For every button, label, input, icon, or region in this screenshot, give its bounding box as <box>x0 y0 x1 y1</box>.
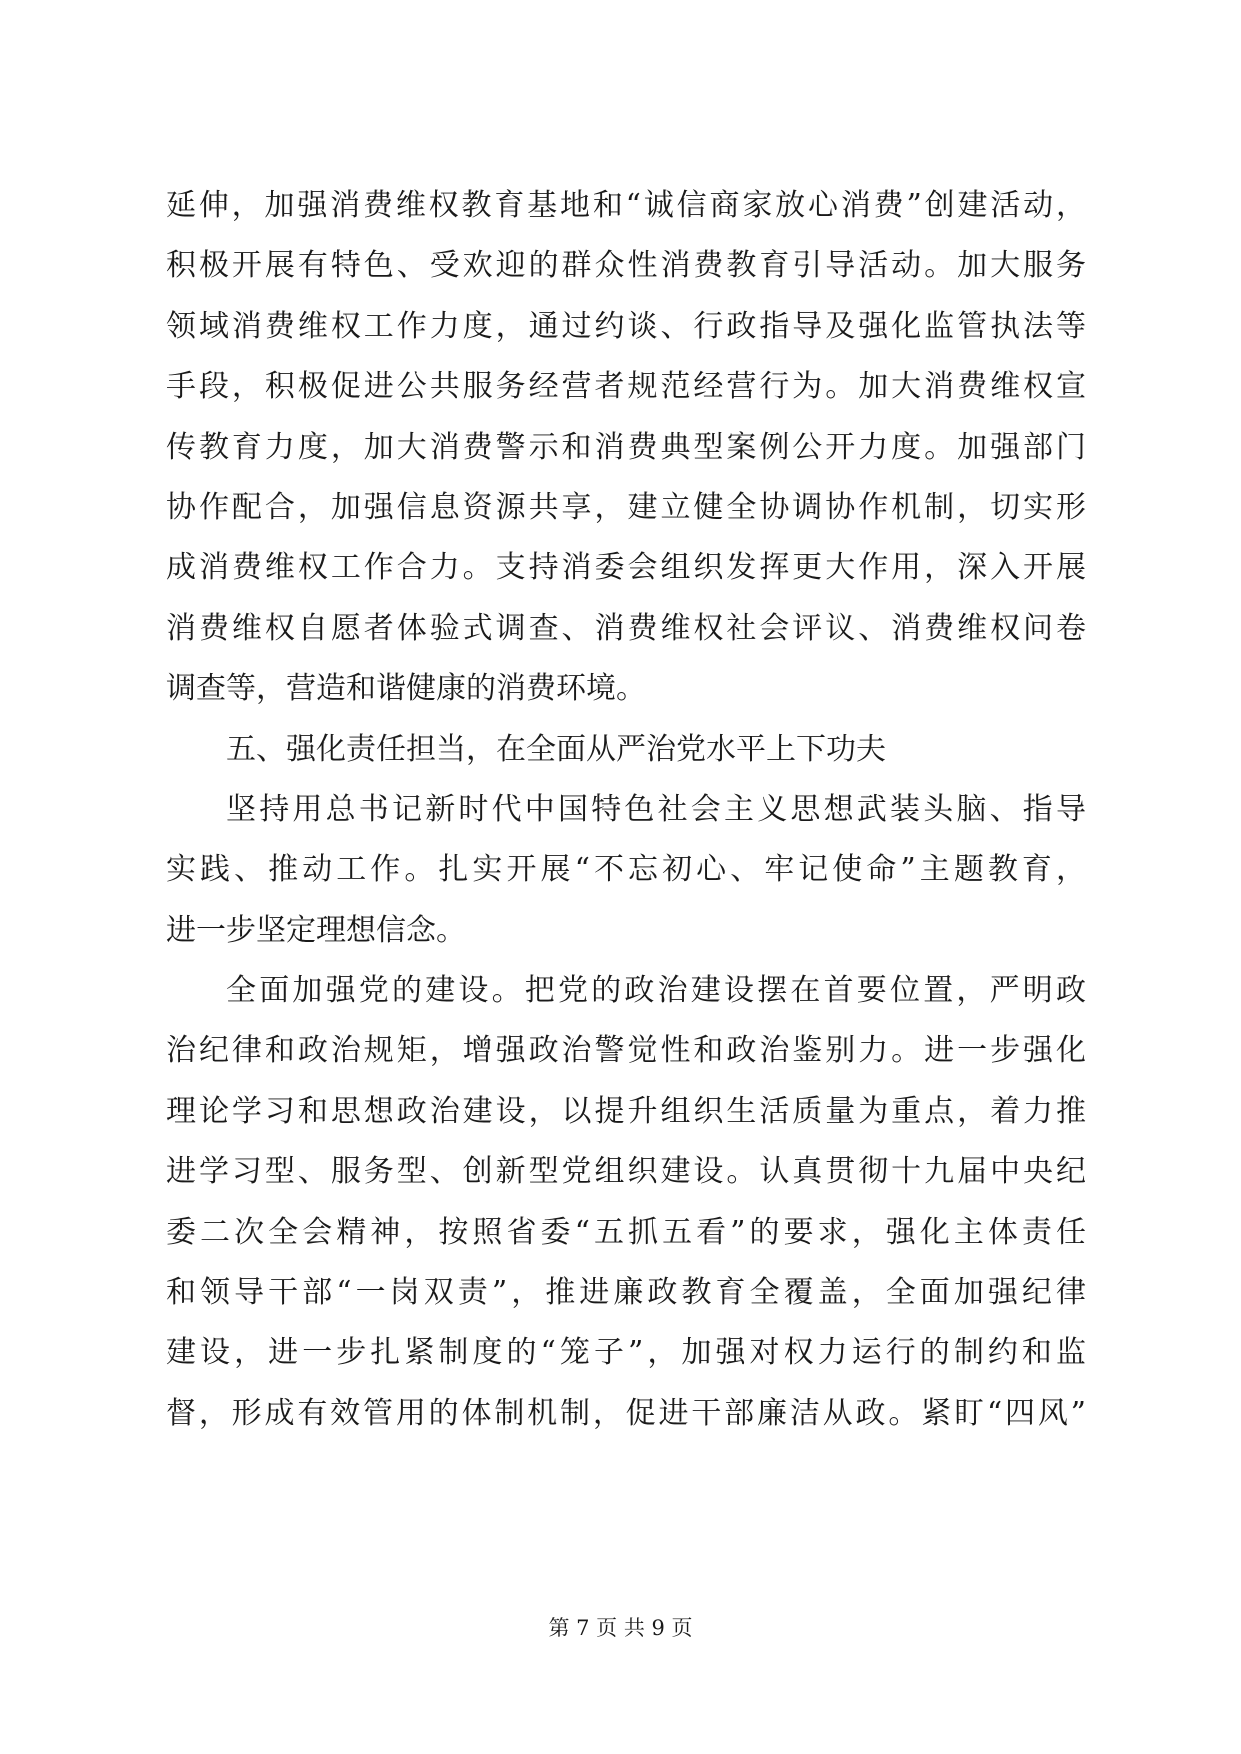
text-line: 成消费维权工作合力。支持消委会组织发挥更大作用，深入开展 <box>166 550 1086 586</box>
text-line: 治纪律和政治规矩，增强政治警觉性和政治鉴别力。进一步强化 <box>166 1033 1086 1069</box>
text-line: 调查等，营造和谐健康的消费环境。 <box>166 671 646 707</box>
text-line: 手段，积极促进公共服务经营者规范经营行为。加大消费维权宣 <box>166 369 1086 405</box>
text-line: 领域消费维权工作力度，通过约谈、行政指导及强化监管执法等 <box>166 308 1086 344</box>
text-line: 督，形成有效管用的体制机制，促进干部廉洁从政。紧盯“四风” <box>166 1395 1086 1431</box>
section-heading: 五、强化责任担当，在全面从严治党水平上下功夫 <box>226 731 886 767</box>
text-line: 实践、推动工作。扎实开展“不忘初心、牢记使命”主题教育， <box>166 852 1086 888</box>
text-line: 建设，进一步扎紧制度的“笼子”，加强对权力运行的制约和监 <box>166 1335 1086 1371</box>
text-line: 传教育力度，加大消费警示和消费典型案例公开力度。加强部门 <box>166 429 1086 465</box>
text-line: 全面加强党的建设。把党的政治建设摆在首要位置，严明政 <box>226 973 1086 1009</box>
text-line: 协作配合，加强信息资源共享，建立健全协调协作机制，切实形 <box>166 489 1086 525</box>
text-line: 进学习型、服务型、创新型党组织建设。认真贯彻十九届中央纪 <box>166 1154 1086 1190</box>
text-line: 委二次全会精神，按照省委“五抓五看”的要求，强化主体责任 <box>166 1214 1086 1250</box>
page-number: 第 7 页 共 9 页 <box>548 1616 693 1640</box>
text-line: 消费维权自愿者体验式调查、消费维权社会评议、消费维权问卷 <box>166 610 1086 646</box>
text-line: 坚持用总书记新时代中国特色社会主义思想武装头脑、指导 <box>226 791 1086 827</box>
text-line: 延伸，加强消费维权教育基地和“诚信商家放心消费”创建活动， <box>166 188 1086 223</box>
text-line: 和领导干部“一岗双责”，推进廉政教育全覆盖，全面加强纪律 <box>166 1275 1086 1311</box>
body-text <box>166 176 1086 1444</box>
text-line: 进一步坚定理想信念。 <box>166 912 466 948</box>
text-line: 积极开展有特色、受欢迎的群众性消费教育引导活动。加大服务 <box>166 248 1086 284</box>
text-line: 理论学习和思想政治建设，以提升组织生活质量为重点，着力推 <box>166 1093 1086 1129</box>
